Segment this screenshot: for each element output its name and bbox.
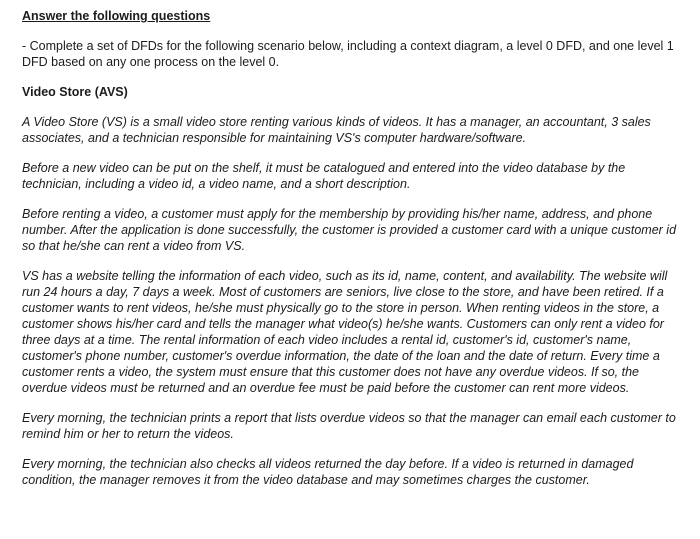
scenario-title: Video Store (AVS) bbox=[22, 85, 128, 99]
scenario-paragraph-report: Every morning, the technician prints a report that lists overdue videos so that the manager can email each customer to remind him or her to return the videos. bbox=[22, 411, 676, 441]
scenario-paragraph-membership: Before renting a video, a customer must apply for the membership by providing his/her name, address, and phone number. After the application is done successfully, the customer is provided a customer card with a unique customer id so that he/she can rent a video from VS. bbox=[22, 207, 677, 253]
scenario-paragraph-overview: A Video Store (VS) is a small video store renting various kinds of videos. It has a manager, an accountant, 3 sales associates, and a technician responsible for maintaining VS's computer hardware/software. bbox=[22, 115, 651, 145]
scenario-paragraph-returns: Every morning, the technician also checks all videos returned the day before. If a video is returned in damaged condition, the manager removes it from the video database and may sometimes charges the customer. bbox=[22, 457, 634, 487]
scenario-paragraph-rental: VS has a website telling the information of each video, such as its id, name, content, and availability. The website will run 24 hours a day, 7 days a week. Most of customers are seniors, live close to the store, and have been retired. If a customer wants to rent videos, he/she must physically go to the store in person. When renting videos in the store, a customer shows his/her card and tells the manager what video(s) he/she wants. Customers can only rent a video for three days at a time. The rental information of each video includes a rental id, customer's id, customer's name, customer's phone number, customer's overdue information, the date of the loan and the date of return. Every time a customer rents a video, the system must ensure that this customer does not have any overdue videos. If so, the overdue videos must be returned and an overdue fee must be paid before the customer can rent more videos. bbox=[22, 269, 668, 395]
instructions-text: - Complete a set of DFDs for the following scenario below, including a context diagram, a level 0 DFD, and one level 1 DFD based on any one process on the level 0. bbox=[22, 39, 674, 69]
document-page bbox=[22, 8, 686, 502]
scenario-paragraph-catalogue: Before a new video can be put on the shelf, it must be catalogued and entered into the video database by the technician, including a video id, a video name, and a short description. bbox=[22, 161, 626, 191]
page-heading: Answer the following questions bbox=[22, 9, 211, 23]
